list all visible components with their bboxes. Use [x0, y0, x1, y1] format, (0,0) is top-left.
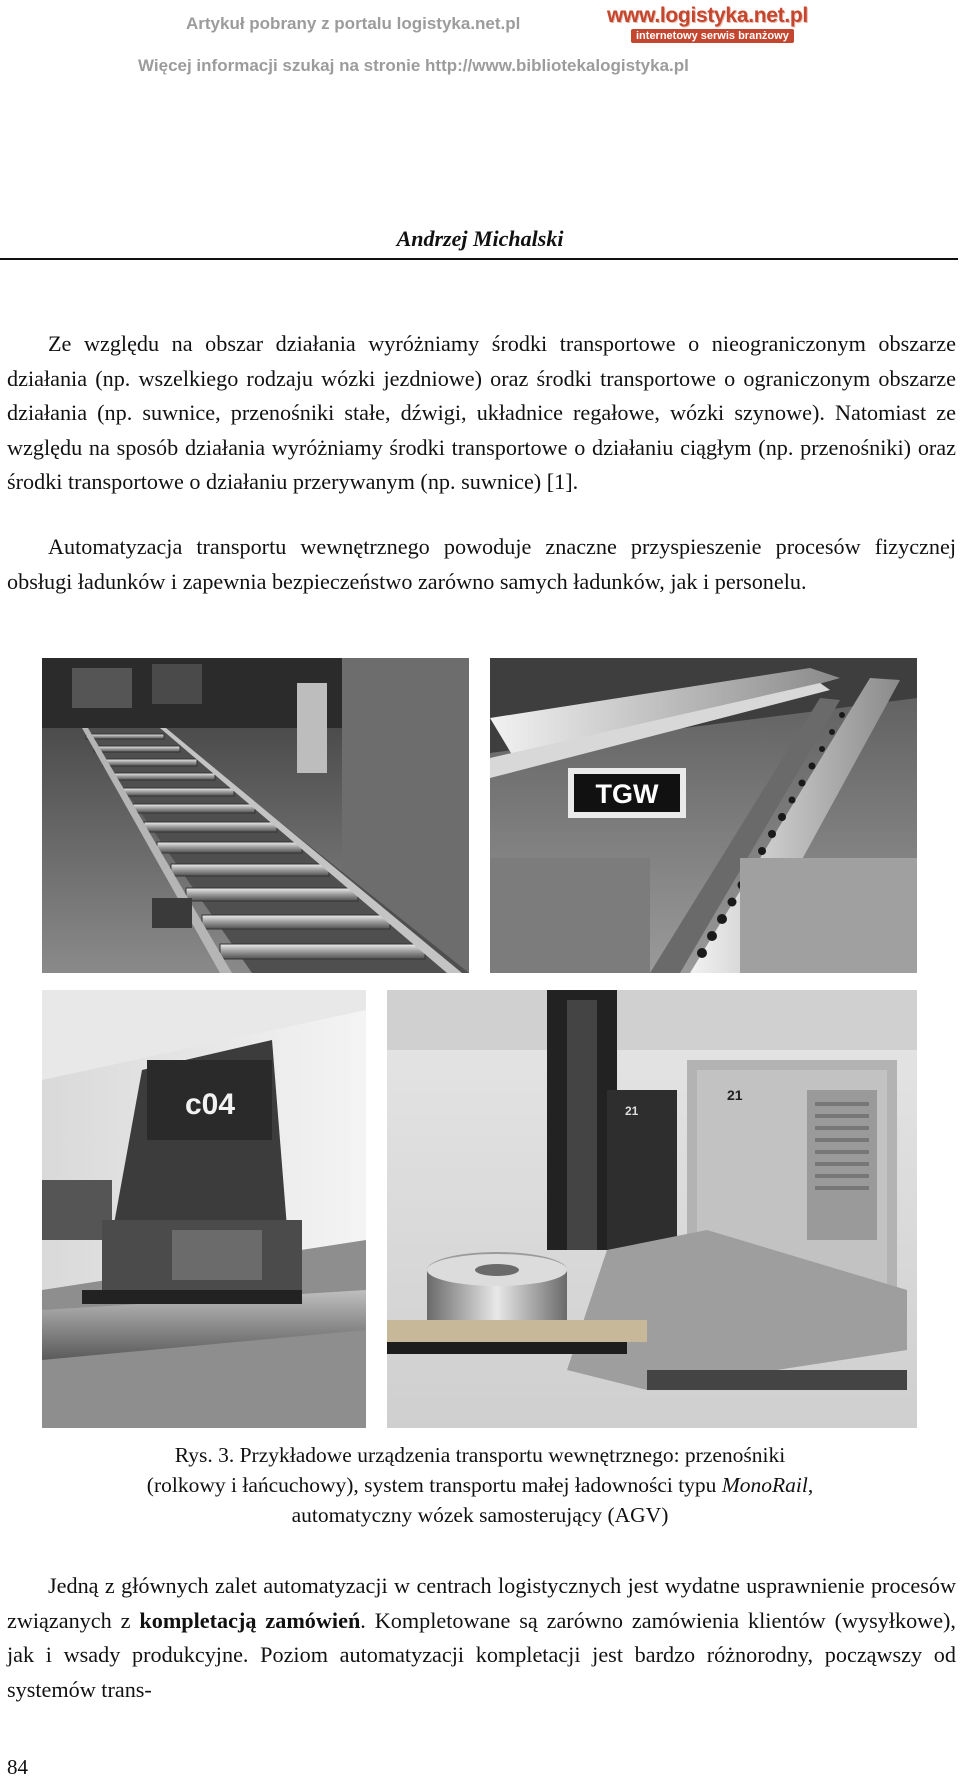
- paragraph-automation: [7, 530, 956, 599]
- paragraph-2-text: Automatyzacja transportu wewnętrznego powoduje znaczne przyspieszenie procesów fizycznej obsługi ładunków i zapewnia bezpieczeństwo zarówno samych ładunków, jak i personelu.: [7, 534, 956, 594]
- logo-main-text: www.logistyka.net.pl: [607, 4, 808, 27]
- photo-roller-conveyor: [42, 658, 469, 973]
- page-number: 84: [7, 1755, 28, 1779]
- caption-line-2-end: ,: [807, 1473, 814, 1497]
- tgw-brand-label: TGW: [595, 779, 659, 809]
- download-header: [0, 0, 960, 90]
- caption-monorail-term: MonoRail: [721, 1473, 808, 1497]
- monorail-unit-label: c04: [184, 1088, 236, 1121]
- agv-number-label-2: 21: [625, 1104, 639, 1118]
- photo-chain-conveyor: [490, 658, 917, 973]
- paragraph-3-text-a: Jedną z głównych zalet automatyzacji w centrach logistycznych jest wydatne usprawnienie procesów związanych z: [7, 1573, 956, 1633]
- logo-tagline: internetowy serwis branżowy: [631, 29, 794, 43]
- paragraph-3-text-b: . Kompletowane są zarówno zamówienia klientów (wysyłkowe), jak i wsady produkcyjne. Poziom automatyzacji kompletacji jest bardzo różnorodny, począwszy od systemów trans-: [7, 1607, 956, 1702]
- caption-line-3: automatyczny wózek samosterujący (AGV): [291, 1503, 669, 1527]
- photo-monorail: [42, 990, 366, 1428]
- header-more-info-text[interactable]: Więcej informacji szukaj na stronie http://www.bibliotekalogistyka.pl: [138, 56, 689, 75]
- paragraph-order-picking: [7, 1569, 956, 1707]
- caption-line-1: Rys. 3. Przykładowe urządzenia transportu wewnętrznego: przenośniki: [174, 1443, 786, 1467]
- paragraph-transport-classification: [7, 327, 956, 500]
- figure-caption: [0, 1440, 960, 1530]
- caption-line-2-text: (rolkowy i łańcuchowy), system transportu małej ładowności typu: [146, 1473, 722, 1497]
- paragraph-3-bold-term: kompletacją zamówień: [139, 1607, 361, 1633]
- caption-line-2: [0, 1470, 960, 1500]
- logistyka-logo[interactable]: [607, 4, 808, 48]
- paragraph-1-text: Ze względu na obszar działania wyróżniamy środki transportowe o nieograniczonym obszarze działania (np. wszelkiego rodzaju wózki jezdniowe) oraz środki transportowe o ograniczonym obszarze działania (np. suwnice, przenośniki stałe, dźwigi, układnice regałowe, wózki szynowe). Natomiast ze względu na sposób działania wyróżniamy środki transportowe o działaniu ciągłym (np. przenośniki) oraz środki transportowe o działaniu przerywanym (np. suwnice) [1].: [7, 331, 956, 495]
- agv-number-label-1: 21: [727, 1087, 743, 1103]
- header-source-text: Artykuł pobrany z portalu logistyka.net.pl: [186, 14, 521, 33]
- running-head-author: Andrzej Michalski: [396, 226, 564, 251]
- header-rule: [0, 258, 958, 260]
- photo-agv: [387, 990, 917, 1428]
